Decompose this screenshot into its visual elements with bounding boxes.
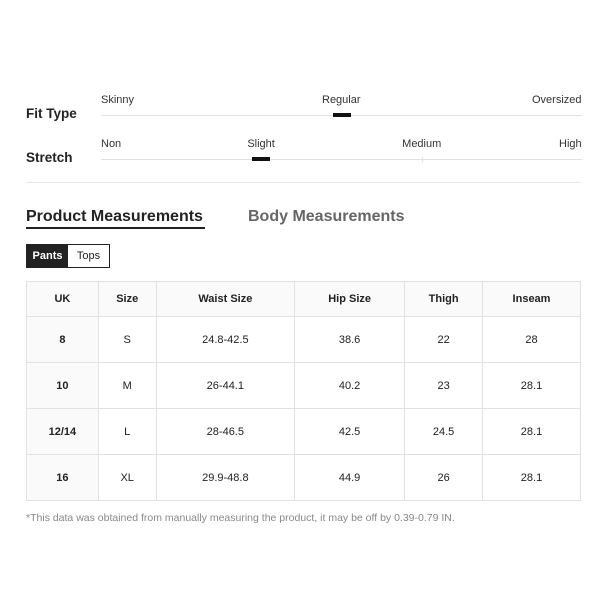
cell-inseam: 28.1 xyxy=(483,363,581,409)
cell-size: M xyxy=(98,363,156,409)
cell-thigh: 26 xyxy=(405,455,483,501)
cell-thigh: 23 xyxy=(405,363,483,409)
cell-thigh: 24.5 xyxy=(405,409,483,455)
table-row xyxy=(27,455,581,501)
header-thigh: Thigh xyxy=(405,282,483,317)
fit-type-level-regular: Regular xyxy=(322,94,361,106)
fit-type-track xyxy=(101,90,582,134)
stretch-track xyxy=(101,134,582,178)
size-table xyxy=(26,281,581,501)
cell-waist: 28-46.5 xyxy=(156,409,294,455)
header-hip-size: Hip Size xyxy=(295,282,405,317)
cell-hip: 42.5 xyxy=(295,409,405,455)
cell-waist: 26-44.1 xyxy=(156,363,294,409)
fit-type-level-skinny: Skinny xyxy=(101,94,135,106)
stretch-line xyxy=(101,159,582,160)
stretch-level-non: Non xyxy=(101,138,122,150)
pants-toggle-button[interactable]: Pants xyxy=(27,245,68,267)
cell-size: XL xyxy=(98,455,156,501)
stretch-level-medium: Medium xyxy=(402,138,442,150)
stretch-level-slight: Slight xyxy=(247,138,275,150)
cell-waist: 24.8-42.5 xyxy=(156,317,294,363)
table-row xyxy=(27,363,581,409)
header-inseam: Inseam xyxy=(483,282,581,317)
cell-uk: 16 xyxy=(27,455,99,501)
cell-uk: 12/14 xyxy=(27,409,99,455)
measurement-disclaimer: *This data was obtained from manually measuring the product, it may be off by 0.39-0.79 IN. xyxy=(26,512,455,524)
tops-toggle-button[interactable]: Tops xyxy=(68,245,109,267)
cell-hip: 38.6 xyxy=(295,317,405,363)
fit-type-title: Fit Type xyxy=(26,106,77,121)
cell-hip: 40.2 xyxy=(295,363,405,409)
cell-size: L xyxy=(98,409,156,455)
cell-inseam: 28 xyxy=(483,317,581,363)
stretch-level-high: High xyxy=(559,138,582,150)
fit-type-scale xyxy=(26,90,582,134)
stretch-title: Stretch xyxy=(26,150,73,165)
stretch-scale xyxy=(26,134,582,178)
fit-section xyxy=(26,90,582,178)
table-row xyxy=(27,409,581,455)
cell-uk: 10 xyxy=(27,363,99,409)
header-size: Size xyxy=(98,282,156,317)
stretch-selected-marker xyxy=(252,157,270,161)
tab-product-measurements[interactable]: Product Measurements xyxy=(26,208,203,225)
stretch-tick xyxy=(422,157,423,162)
table-row xyxy=(27,317,581,363)
cell-inseam: 28.1 xyxy=(483,409,581,455)
active-tab-underline xyxy=(26,227,205,229)
cell-thigh: 22 xyxy=(405,317,483,363)
cell-size: S xyxy=(98,317,156,363)
section-divider xyxy=(26,182,581,183)
cell-hip: 44.9 xyxy=(295,455,405,501)
cell-uk: 8 xyxy=(27,317,99,363)
cell-waist: 29.9-48.8 xyxy=(156,455,294,501)
garment-toggle xyxy=(26,244,110,268)
cell-inseam: 28.1 xyxy=(483,455,581,501)
tab-body-measurements[interactable]: Body Measurements xyxy=(248,208,405,225)
header-uk: UK xyxy=(27,282,99,317)
table-header-row xyxy=(27,282,581,317)
fit-type-selected-marker xyxy=(333,113,351,117)
header-waist-size: Waist Size xyxy=(156,282,294,317)
fit-type-level-oversized: Oversized xyxy=(532,94,582,106)
